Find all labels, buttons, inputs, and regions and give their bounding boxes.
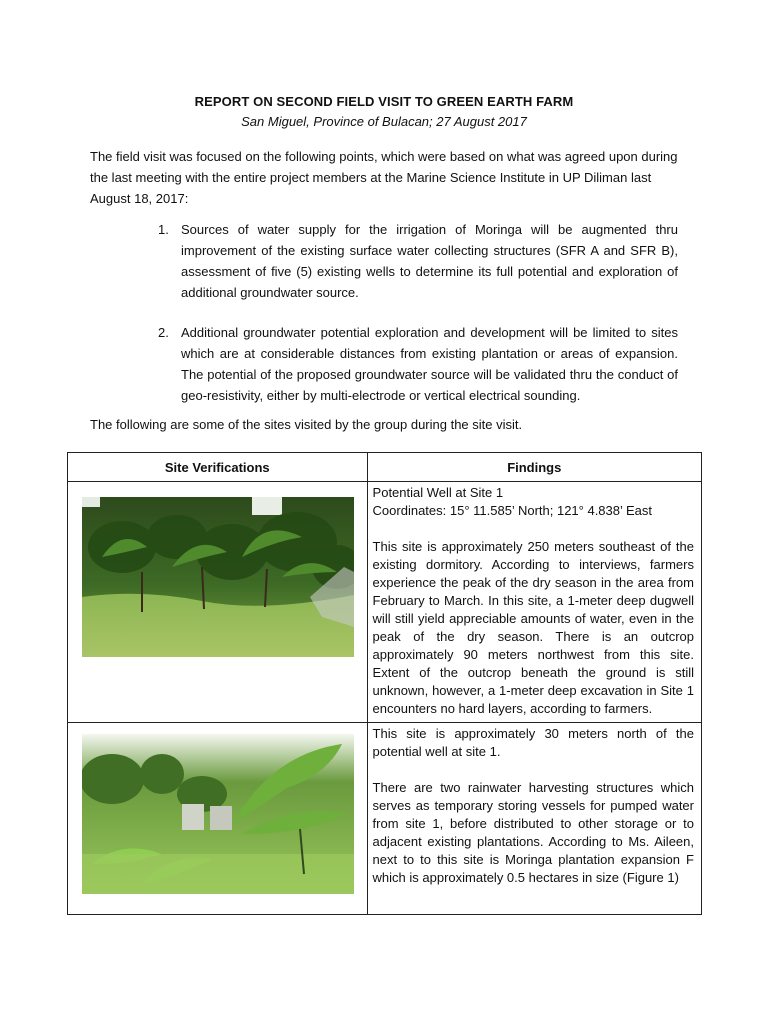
- column-header-findings: Findings: [367, 453, 701, 482]
- site-photo-cell: [68, 482, 368, 723]
- site-photo-cell: [68, 723, 368, 915]
- finding-paragraph: There are two rainwater harvesting structures which serves as temporary storing vessels for pumped water from site 1, before distributed to other storage or to adjacent existing plantations. According to Ms. Aileen, next to to this site is Moringa plantation expansion F which is approximately 0.5 hectares in size (Figure 1): [372, 780, 694, 885]
- rainwater-harvesting-site-photo: [82, 734, 354, 894]
- list-item: [158, 219, 678, 303]
- table-row: [68, 723, 702, 915]
- table-header-row: [68, 453, 702, 482]
- report-title: REPORT ON SECOND FIELD VISIT TO GREEN EARTH FARM: [194, 94, 574, 109]
- site-verification-table: [67, 452, 702, 915]
- findings-cell: [367, 723, 701, 915]
- list-number: 2.: [158, 325, 169, 340]
- site-1-well-area-photo: [82, 497, 354, 657]
- findings-cell: [367, 482, 701, 723]
- sites-lead-sentence: The following are some of the sites visited by the group during the site visit.: [90, 417, 523, 432]
- list-text: Additional groundwater potential exploration and development will be limited to sites which are at considerable distances from existing plantation or areas of expansion. The potential of the proposed groundwater source will be validated thru the conduct of geo-resistivity, either by multi-electrode or vertical electrical sounding.: [181, 325, 678, 403]
- list-item: [158, 322, 678, 406]
- report-subtitle: San Miguel, Province of Bulacan; 27 August 2017: [241, 114, 527, 129]
- intro-paragraph: The field visit was focused on the following points, which were based on what was agreed upon during the last meeting with the entire project members at the Marine Science Institute in UP Diliman last August 18, 2017:: [90, 149, 678, 206]
- finding-paragraph: This site is approximately 30 meters north of the potential well at site 1.: [372, 726, 694, 759]
- finding-paragraph: This site is approximately 250 meters southeast of the existing dormitory. According to interviews, farmers experience the peak of the dry season in the area from February to March. In this site, a 1-meter deep dugwell will still yield appreciable amounts of water, even in the peak of the dry season. There is an outcrop approximately 90 meters northwest from this site. Extent of the outcrop beneath the ground is still unknown, however, a 1-meter deep excavation in Site 1 encounters no hard layers, according to farmers.: [372, 539, 694, 716]
- list-text: Sources of water supply for the irrigation of Moringa will be augmented thru improvement of the existing surface water collecting structures (SFR A and SFR B), assessment of five (5) existing wells to determine its full potential and exploration of additional groundwater source.: [181, 222, 678, 300]
- list-number: 1.: [158, 222, 169, 237]
- column-header-site-verifications: Site Verifications: [68, 453, 368, 482]
- finding-paragraph: Potential Well at Site 1 Coordinates: 15° 11.585’ North; 121° 4.838’ East: [372, 485, 653, 518]
- table-row: [68, 482, 702, 723]
